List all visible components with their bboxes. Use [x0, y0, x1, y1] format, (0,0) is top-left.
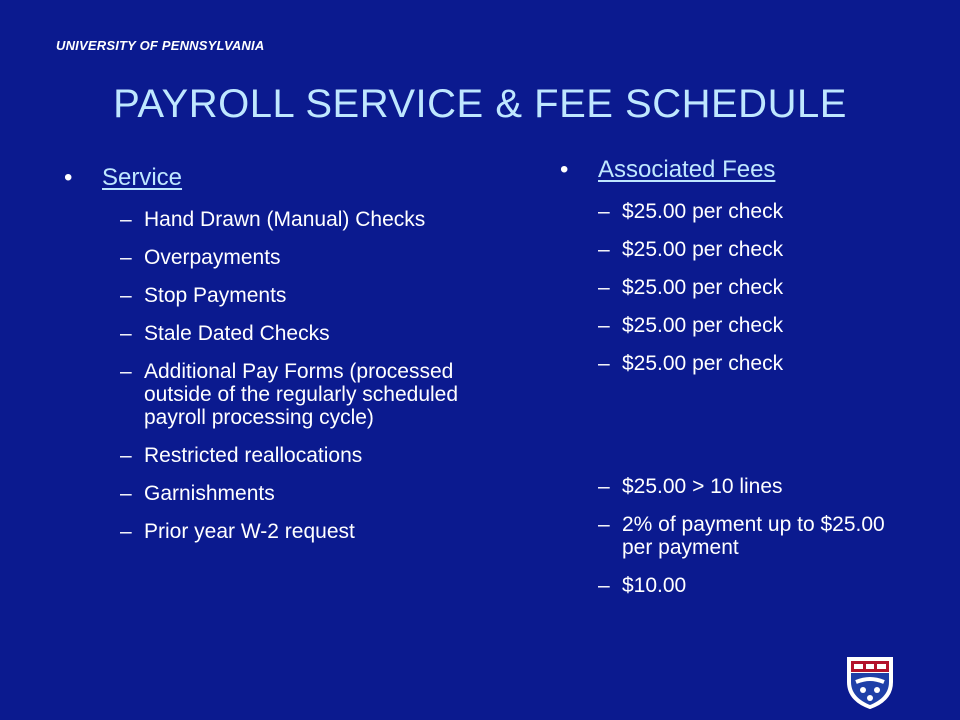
list-item: – $25.00 per check	[598, 200, 784, 223]
service-list	[64, 208, 494, 543]
list-item: – Garnishments	[120, 482, 275, 505]
dash-icon: –	[120, 246, 132, 269]
dash-icon: –	[120, 482, 132, 505]
list-item: – $25.00 per check	[598, 238, 784, 261]
dash-icon: –	[120, 520, 132, 543]
dash-icon: –	[120, 444, 132, 467]
list-item: – $25.00 per check	[598, 276, 784, 299]
list-item: – Stop Payments	[120, 284, 287, 307]
fees-heading-text: Associated Fees	[598, 156, 776, 183]
list-item: – Stale Dated Checks	[120, 322, 330, 345]
university-shield-icon	[846, 656, 894, 710]
service-heading	[64, 164, 494, 192]
org-name: UNIVERSITY OF PENNSYLVANIA	[56, 38, 265, 53]
list-item: – $25.00 per check	[598, 352, 784, 375]
dash-icon: –	[598, 238, 610, 261]
list-item: – Overpayments	[120, 246, 281, 269]
service-column	[64, 164, 494, 558]
dash-icon: –	[598, 276, 610, 299]
list-item: – Additional Pay Forms (processed outside of the regularly scheduled payroll processing cycle)	[120, 360, 459, 429]
dash-icon: –	[598, 200, 610, 223]
service-heading-text: Service	[102, 164, 183, 191]
list-item: – Restricted reallocations	[120, 444, 363, 467]
list-item: – Hand Drawn (Manual) Checks	[120, 208, 426, 231]
dash-icon: –	[598, 513, 610, 536]
dash-icon: –	[120, 360, 132, 383]
list-item: – $25.00 > 10 lines	[598, 475, 783, 498]
fees-column	[560, 156, 940, 612]
dash-icon: –	[598, 314, 610, 337]
list-item: – 2% of payment up to $25.00 per payment	[598, 513, 885, 559]
list-item: – $25.00 per check	[598, 314, 784, 337]
dash-icon: –	[598, 574, 610, 597]
dash-icon: –	[598, 352, 610, 375]
list-item: – $10.00	[598, 574, 687, 597]
dash-icon: –	[120, 322, 132, 345]
fees-heading	[560, 156, 940, 184]
fees-list	[560, 200, 940, 597]
slide-title: PAYROLL SERVICE & FEE SCHEDULE	[113, 82, 847, 126]
dash-icon: –	[120, 284, 132, 307]
bullet-icon: •	[560, 156, 569, 183]
dash-icon: –	[598, 475, 610, 498]
list-item: – Prior year W-2 request	[120, 520, 355, 543]
dash-icon: –	[120, 208, 132, 231]
bullet-icon: •	[64, 164, 73, 191]
